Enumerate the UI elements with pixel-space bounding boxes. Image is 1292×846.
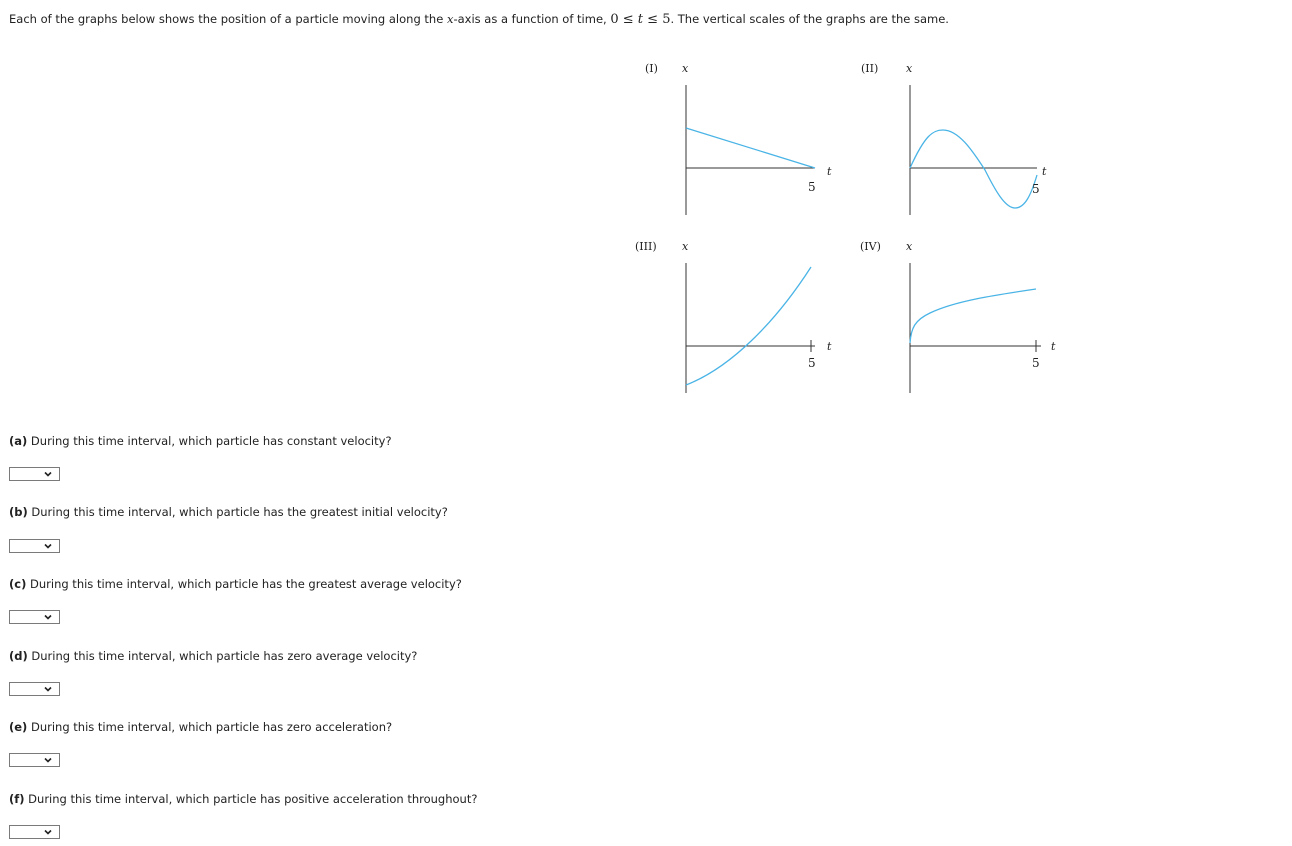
- question-d-text: During this time interval, which particle has zero average velocity?: [27, 649, 418, 663]
- graph-iii-x-axis-label: x: [682, 240, 689, 253]
- question-b-letter: (b): [9, 505, 28, 519]
- graph-iii-t-label: t: [827, 340, 832, 353]
- answer-select-a[interactable]: [9, 467, 60, 481]
- graph-iii-label: (III): [635, 240, 657, 253]
- question-a: [9, 434, 392, 448]
- question-b: [9, 505, 448, 519]
- intro-text-after: . The vertical scales of the graphs are the same.: [670, 12, 949, 26]
- graph-i-t-label: t: [827, 165, 832, 178]
- question-d-letter: (d): [9, 649, 28, 663]
- graph-iv-curve: [910, 289, 1036, 343]
- graph-iv-tick-label: 5: [1032, 356, 1040, 370]
- answer-select-e[interactable]: [9, 753, 60, 767]
- question-f-text: During this time interval, which particle has positive acceleration throughout?: [24, 792, 478, 806]
- graph-iii-tick-label: 5: [808, 356, 816, 370]
- chevron-down-icon: [43, 469, 53, 479]
- chevron-down-icon: [43, 541, 53, 551]
- graph-i-label: (I): [645, 62, 658, 75]
- question-c-text: During this time interval, which particle has the greatest average velocity?: [26, 577, 462, 591]
- question-a-letter: (a): [9, 434, 28, 448]
- intro-text-before: Each of the graphs below shows the position of a particle moving along the: [9, 12, 447, 26]
- problem-statement: [9, 12, 949, 27]
- graph-iii: [630, 233, 840, 398]
- chevron-down-icon: [43, 827, 53, 837]
- graph-i-x-axis-label: x: [682, 62, 689, 75]
- graph-i-curve: [686, 128, 815, 168]
- intro-inequality-right: ≤ 5: [643, 12, 671, 27]
- graph-iv: [855, 233, 1065, 398]
- answer-select-f[interactable]: [9, 825, 60, 839]
- graph-ii-curve: [910, 130, 1037, 208]
- graph-ii-t-label: t: [1042, 165, 1047, 178]
- answer-select-c[interactable]: [9, 610, 60, 624]
- intro-t-variable: t: [637, 12, 644, 27]
- graph-iii-curve: [686, 267, 811, 385]
- question-c-letter: (c): [9, 577, 27, 591]
- graph-iv-x-axis-label: x: [906, 240, 913, 253]
- graph-ii: [855, 55, 1065, 220]
- intro-x-variable: x: [446, 12, 454, 26]
- chevron-down-icon: [43, 755, 53, 765]
- graph-ii-label: (II): [861, 62, 879, 75]
- question-e: [9, 720, 392, 734]
- question-e-letter: (e): [9, 720, 28, 734]
- graph-i: [630, 55, 840, 220]
- intro-inequality-left: 0 ≤: [610, 12, 638, 27]
- graph-ii-tick-label: 5: [1032, 182, 1040, 196]
- graph-iv-svg: [855, 233, 1065, 398]
- chevron-down-icon: [43, 684, 53, 694]
- question-f: [9, 792, 477, 806]
- graph-iii-svg: [630, 233, 840, 398]
- answer-select-d[interactable]: [9, 682, 60, 696]
- chevron-down-icon: [43, 612, 53, 622]
- graph-iv-t-label: t: [1051, 340, 1056, 353]
- question-b-text: During this time interval, which particle has the greatest initial velocity?: [27, 505, 448, 519]
- question-a-text: During this time interval, which particle has constant velocity?: [27, 434, 392, 448]
- graph-ii-x-axis-label: x: [906, 62, 913, 75]
- graph-iv-label: (IV): [860, 240, 881, 253]
- answer-select-b[interactable]: [9, 539, 60, 553]
- question-e-text: During this time interval, which particle has zero acceleration?: [27, 720, 393, 734]
- graph-i-svg: [630, 55, 840, 220]
- question-f-letter: (f): [9, 792, 25, 806]
- intro-text-middle: -axis as a function of time,: [453, 12, 611, 26]
- graph-ii-svg: [855, 55, 1065, 220]
- graph-i-tick-label: 5: [808, 180, 816, 194]
- question-c: [9, 577, 462, 591]
- question-d: [9, 649, 417, 663]
